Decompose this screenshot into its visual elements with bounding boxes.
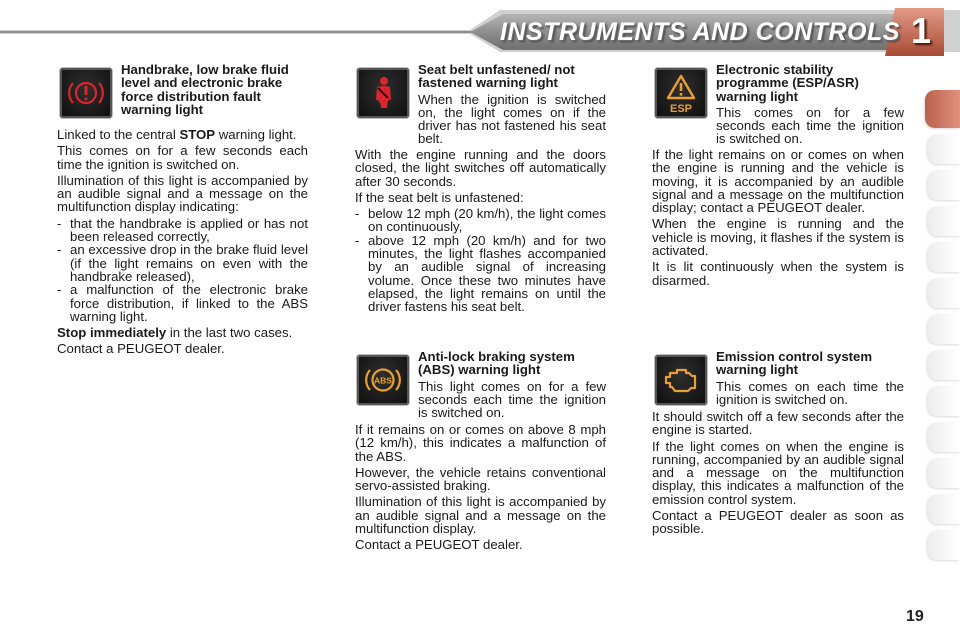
- chapter-tab[interactable]: [928, 386, 960, 416]
- emission-paragraph: If the light comes on when the engine is running, accompanied by an audible signal and a message on the multifunction display, this indicates a malfunction of the emission control system.: [652, 438, 904, 507]
- seatbelt-list: [355, 207, 606, 313]
- chapter-tab[interactable]: [928, 134, 960, 164]
- abs-paragraph: Illumination of this light is accompanied by an audible signal and a message on the multifunction display.: [355, 494, 606, 537]
- seatbelt-header-block: [418, 63, 606, 149]
- handbrake-heading: Handbrake, low brake fluid level and electronic brake force distribution fault warning light: [121, 62, 289, 117]
- abs-paragraph: If it remains on or comes on above 8 mph (12 km/h), this indicates a malfunction of the ABS.: [355, 422, 606, 464]
- chapter-tab[interactable]: [928, 170, 960, 200]
- chapter-tab[interactable]: [928, 422, 960, 452]
- abs-paragraph: Contact a PEUGEOT dealer.: [355, 537, 523, 553]
- chapter-tab[interactable]: [928, 278, 960, 308]
- esp-heading: Electronic stability programme (ESP/ASR) warning light: [716, 62, 859, 104]
- seatbelt-heading: Seat belt unfastened/ not fastened warning light: [418, 62, 575, 91]
- chapter-tab[interactable]: [928, 494, 960, 524]
- chapter-tabs: [928, 68, 960, 573]
- emission-heading: Emission control system warning light: [716, 349, 873, 378]
- esp-paragraph: If the light remains on or comes on when the engine is running and the vehicle is moving, it is accompanied by an audible signal and a message on the multifunction display; contact a PEUGEOT dealer.: [652, 147, 904, 216]
- list-item-text: a malfunction of the electronic brake force distribution, if linked to the ABS warning light.: [70, 282, 308, 324]
- chapter-tab[interactable]: [928, 206, 960, 236]
- handbrake-section: [57, 128, 308, 359]
- chapter-tab[interactable]: [928, 530, 960, 560]
- list-item: - below 12 mph (20 km/h), the light comes on continuously,: [355, 206, 606, 235]
- chapter-tab[interactable]: [928, 458, 960, 488]
- stop-label: STOP: [179, 127, 216, 142]
- handbrake-heading-block: [121, 63, 307, 116]
- esp-paragraph: When the engine is running and the vehicle is moving, it flashes if the system is activated.: [652, 216, 904, 259]
- handbrake-paragraph: [57, 326, 308, 339]
- esp-header-block: [716, 63, 904, 149]
- abs-intro: This light comes on for a few seconds each time the ignition is switched on.: [418, 378, 606, 421]
- handbrake-warning-icon: [60, 68, 112, 118]
- emission-header-block: [716, 350, 904, 409]
- text: warning light.: [215, 127, 297, 142]
- emission-section: [652, 410, 904, 539]
- seatbelt-paragraph: If the seat belt is unfastened:: [355, 189, 524, 205]
- esp-section: [652, 148, 904, 290]
- list-item-text: that the handbrake is applied or has not been released correctly,: [70, 215, 308, 245]
- handbrake-paragraph: Illumination of this light is accompanied by an audible signal and a message on the multifunction display indicating:: [57, 172, 308, 215]
- page-title: INSTRUMENTS AND CONTROLS: [500, 18, 900, 46]
- seatbelt-intro: When the ignition is switched on, the light comes on if the driver has not fastened his seat belt.: [418, 91, 606, 147]
- handbrake-list: [57, 217, 308, 323]
- esp-icon-text: ESP: [669, 103, 693, 115]
- seatbelt-paragraph: With the engine running and the doors closed, the light switches off automatically after 30 seconds.: [355, 147, 606, 189]
- chapter-tab[interactable]: [928, 242, 960, 272]
- abs-icon-text: ABS: [374, 375, 392, 386]
- list-item-text: an excessive drop in the brake fluid level (if the light remains on even with the handbrake released),: [70, 242, 308, 284]
- text: in the last two cases.: [166, 325, 293, 341]
- seat-belt-warning-icon: [357, 68, 409, 118]
- abs-paragraph: However, the vehicle retains conventional servo-assisted braking.: [355, 464, 606, 494]
- list-item: - above 12 mph (20 km/h) and for two minutes, the light flashes accompanied by an audible signal of increasing volume. Once these two minutes have elapsed, the light remains on until the driver fastens his seat belt.: [355, 232, 606, 315]
- list-item-text: below 12 mph (20 km/h), the light comes on continuously,: [368, 206, 606, 235]
- stop-immediately-label: Stop immediately: [57, 325, 167, 341]
- abs-warning-icon: [357, 355, 409, 405]
- engine-check-icon: [655, 355, 707, 405]
- list-item: - that the handbrake is applied or has not been released correctly,: [57, 215, 308, 245]
- emission-paragraph: Contact a PEUGEOT dealer as soon as possible.: [652, 508, 904, 537]
- chapter-tab-active[interactable]: [925, 90, 960, 128]
- emission-intro: This comes on each time the ignition is switched on.: [716, 378, 904, 407]
- chapter-number: 1: [910, 10, 932, 51]
- esp-paragraph: It is lit continuously when the system is disarmed.: [652, 259, 904, 288]
- list-item: - an excessive drop in the brake fluid level (if the light remains on even with the handbrake released),: [57, 242, 308, 284]
- esp-intro: This comes on for a few seconds each time the ignition is switched on.: [716, 104, 904, 147]
- emission-paragraph: It should switch off a few seconds after the engine is started.: [652, 409, 904, 438]
- list-item: - a malfunction of the electronic brake force distribution, if linked to the ABS warning light.: [57, 282, 308, 324]
- abs-heading: Anti-lock braking system (ABS) warning light: [418, 349, 575, 378]
- abs-section: [355, 423, 606, 555]
- abs-header-block: [418, 350, 606, 422]
- handbrake-paragraph: [57, 128, 308, 141]
- text: Linked to the central: [57, 127, 180, 142]
- list-item-text: above 12 mph (20 km/h) and for two minutes, the light flashes accompanied by an audible signal of increasing volume. Once these two minutes have elapsed, the light remains on until the driver fastens his seat belt.: [368, 232, 606, 315]
- page-number: 19: [906, 608, 924, 625]
- esp-warning-icon: [655, 68, 707, 118]
- handbrake-paragraph: Contact a PEUGEOT dealer.: [57, 341, 225, 357]
- seatbelt-section: [355, 148, 606, 317]
- chapter-tab[interactable]: [928, 314, 960, 344]
- chapter-tab[interactable]: [928, 350, 960, 380]
- page-header: [0, 0, 960, 62]
- handbrake-paragraph: This comes on for a few seconds each time the ignition is switched on.: [57, 143, 308, 172]
